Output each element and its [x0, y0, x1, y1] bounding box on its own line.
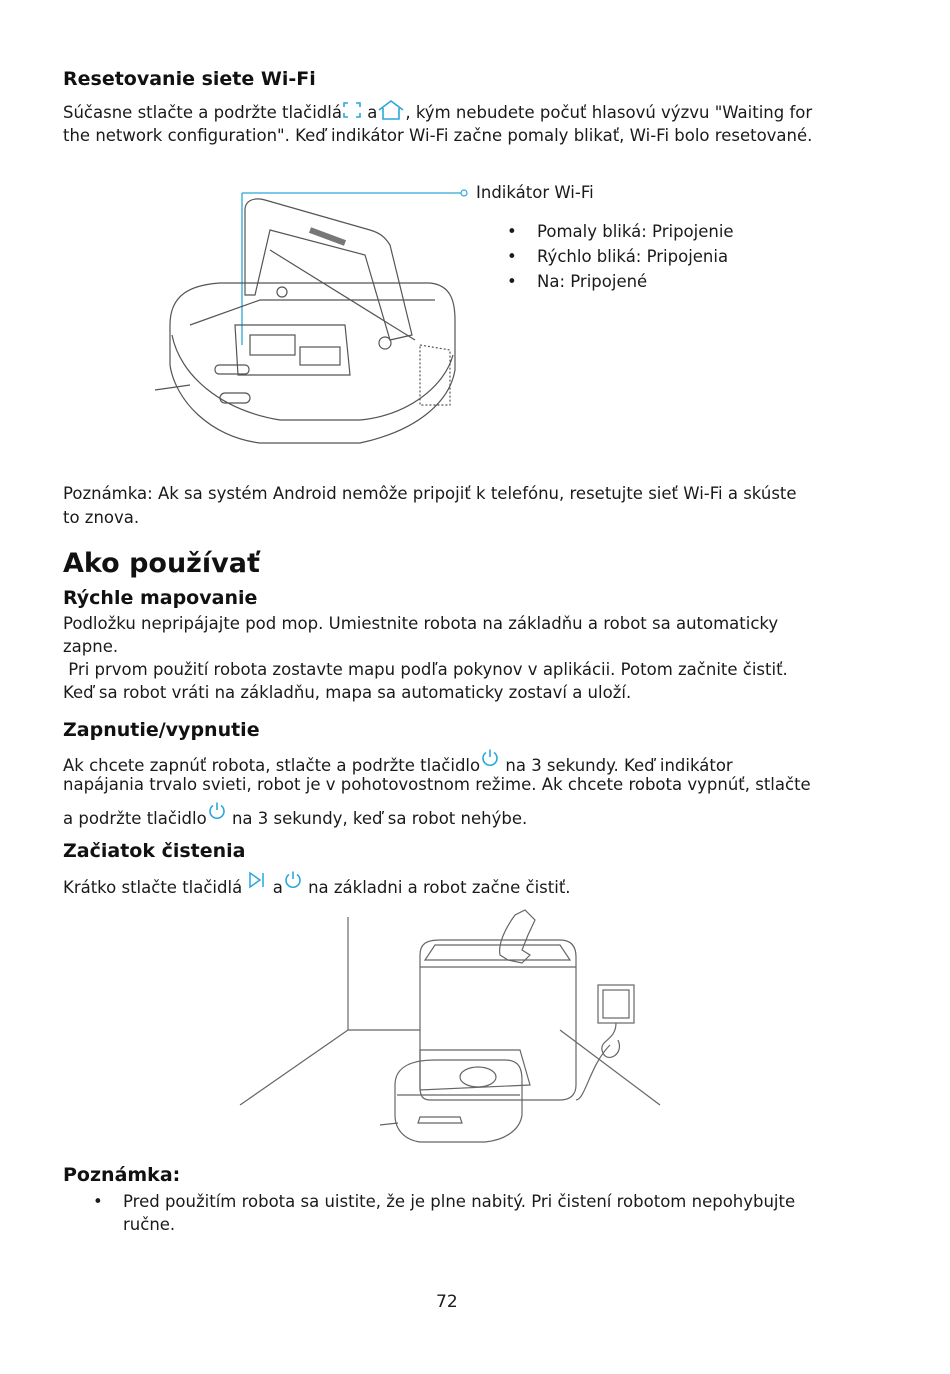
- wifi-reset-paragraph-line2: the network configuration". Keď indikátor Wi-Fi začne pomaly blikať, Wi-Fi bolo resetované.: [63, 126, 813, 145]
- power-icon: [207, 801, 227, 821]
- how-to-use-heading: Ako používať: [63, 548, 260, 579]
- power-text-1b: na 3 sekundy. Keď indikátor: [505, 756, 733, 775]
- wifi-indicator-label: Indikátor Wi-Fi: [476, 183, 594, 202]
- home-icon: [377, 100, 405, 120]
- robot-open-lid-illustration: [150, 175, 480, 460]
- power-line3: [63, 801, 527, 830]
- start-cleaning-text-a: Krátko stlačte tlačidlá: [63, 878, 243, 897]
- android-note-line1: Poznámka: Ak sa systém Android nemôže pripojiť k telefónu, resetujte sieť Wi-Fi a skúste: [63, 484, 797, 503]
- android-note-line2: to znova.: [63, 508, 140, 527]
- quick-mapping-heading: Rýchle mapovanie: [63, 587, 258, 609]
- bullet-dot: •: [93, 1192, 103, 1211]
- robot-base-station-illustration: [230, 905, 665, 1150]
- list-item: • Pomaly bliká: Pripojenie: [507, 219, 734, 244]
- power-heading: Zapnutie/vypnutie: [63, 719, 260, 741]
- wifi-reset-text-3: , kým nebudete počuť hlasovú výzvu "Waiting for: [405, 103, 813, 122]
- page-number: 72: [436, 1292, 458, 1312]
- power-text-3b: na 3 sekundy, keď sa robot nehýbe.: [231, 809, 528, 828]
- play-pause-icon: [247, 870, 267, 890]
- wifi-indicator-list: [507, 219, 734, 294]
- power-line2: napájania trvalo svieti, robot je v pohotovostnom režime. Ak chcete robota vypnúť, stlačte: [63, 775, 811, 794]
- wifi-reset-paragraph: [63, 100, 812, 124]
- quick-mapping-line4: Keď sa robot vráti na základňu, mapa sa automaticky zostaví a uloží.: [63, 683, 632, 702]
- start-cleaning-text-b: a: [272, 878, 283, 897]
- quick-mapping-line1: Podložku nepripájajte pod mop. Umiestnite robota na základňu a robot sa automaticky: [63, 614, 779, 633]
- list-item: • Rýchlo bliká: Pripojenia: [507, 244, 734, 269]
- start-cleaning-text-c: na základni a robot začne čistiť.: [308, 878, 571, 897]
- wifi-reset-text-1: Súčasne stlačte a podržte tlačidlá: [63, 103, 342, 122]
- start-cleaning-line: [63, 870, 571, 899]
- quick-mapping-line2: zapne.: [63, 637, 119, 656]
- power-icon: [283, 870, 303, 890]
- list-item: • Na: Pripojené: [507, 269, 734, 294]
- start-cleaning-heading: Začiatok čistenia: [63, 840, 246, 862]
- wifi-reset-text-2: a: [367, 103, 378, 122]
- power-text-1a: Ak chcete zapnúť robota, stlačte a podržte tlačidlo: [63, 756, 481, 775]
- power-icon: [480, 748, 500, 768]
- bottom-note-heading: Poznámka:: [63, 1164, 181, 1186]
- wifi-reset-heading: Resetovanie siete Wi-Fi: [63, 68, 316, 90]
- scan-icon: [342, 100, 362, 120]
- power-text-3a: a podržte tlačidlo: [63, 809, 207, 828]
- quick-mapping-line3: Pri prvom použití robota zostavte mapu podľa pokynov v aplikácii. Potom začnite čistiť.: [63, 660, 788, 679]
- bottom-note-line1: Pred použitím robota sa uistite, že je plne nabitý. Pri čistení robotom nepohybujte: [123, 1192, 796, 1211]
- bottom-note-line2: ručne.: [123, 1215, 176, 1234]
